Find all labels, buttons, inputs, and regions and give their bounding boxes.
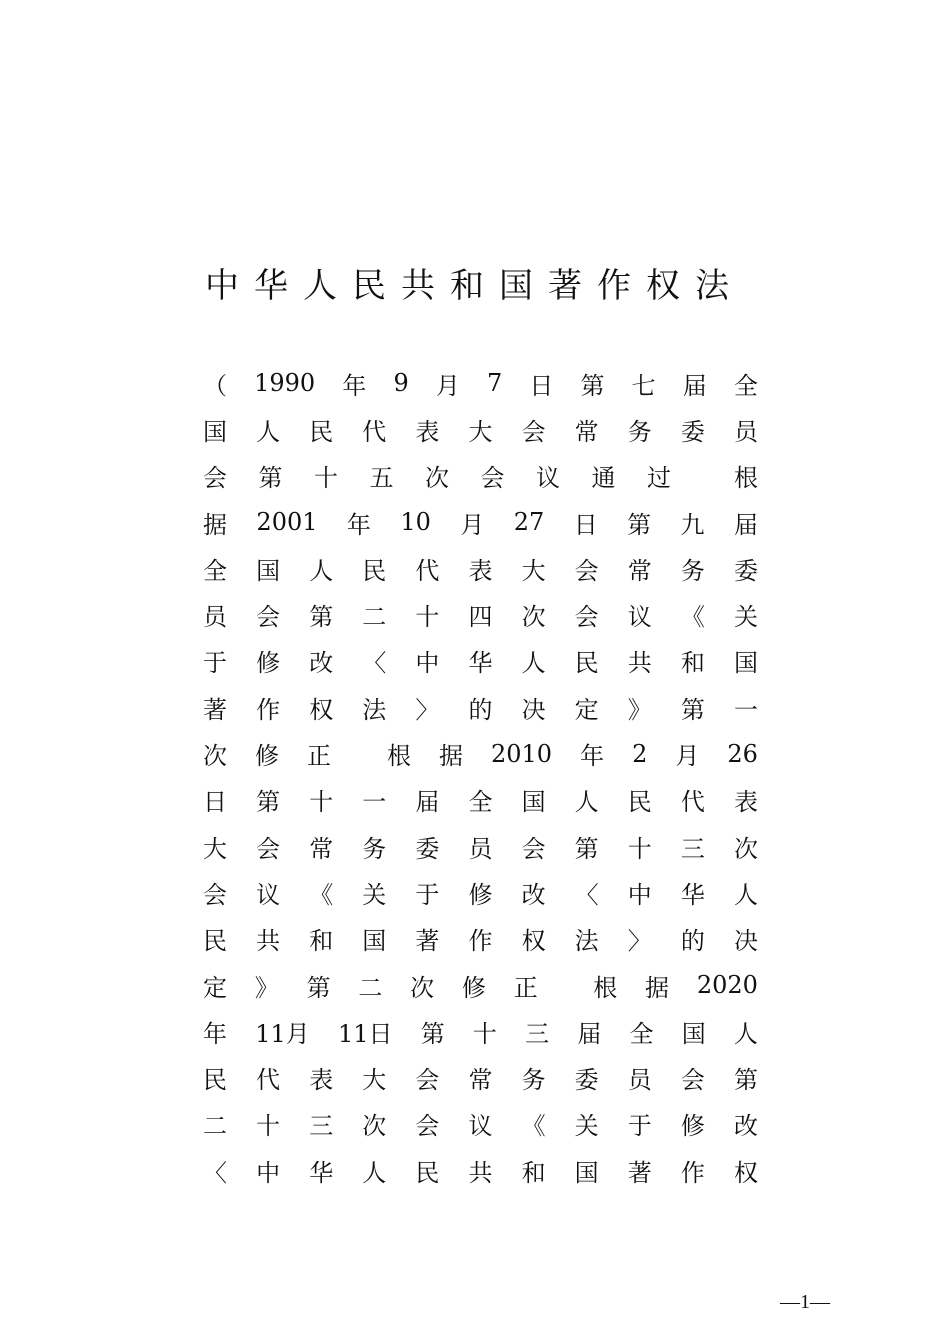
preamble-token: 五 [369,464,394,493]
preamble-token: 务 [680,556,705,585]
preamble-token: 议 [468,1112,493,1141]
preamble-token: 人 [362,1158,387,1187]
preamble-token: 会 [680,1066,705,1095]
preamble-line [203,499,758,545]
preamble-token: 1990 [254,369,316,398]
preamble-token: 〉 [415,695,440,724]
preamble-token: 务 [627,417,652,446]
preamble-text [203,360,758,1193]
preamble-token: 法 [362,695,387,724]
preamble-token: 27 [513,508,545,537]
preamble-token: 《 [521,1112,546,1141]
preamble-token: 全 [203,556,227,585]
preamble-token: 月 [460,510,485,539]
preamble-token: 年 [203,1019,227,1048]
preamble-token: 三 [309,1112,334,1141]
preamble-token: 代 [362,417,387,446]
preamble-token: 和 [521,1158,546,1187]
preamble-token: 第 [580,371,605,400]
preamble-token: 修 [680,1112,705,1141]
preamble-token: 修 [255,742,279,771]
preamble-token: 员 [468,834,493,863]
preamble-token: 大 [521,556,546,585]
preamble-token: 7 [486,369,503,398]
preamble-token: 著 [627,1158,652,1187]
preamble-token: 次 [733,834,758,863]
preamble-token: 民 [362,556,387,585]
preamble-token: 正 [307,742,331,771]
preamble-line [203,916,758,962]
preamble-token: 国 [256,556,281,585]
preamble-token: 人 [574,788,599,817]
preamble-token: 会 [521,834,546,863]
preamble-token: 十 [627,834,652,863]
preamble-token: 中 [627,880,652,909]
preamble-token: 会 [256,603,281,632]
preamble-token: 表 [733,788,758,817]
preamble-token: 全 [733,371,758,400]
preamble-token: 日 [573,510,598,539]
preamble-token: 届 [682,371,707,400]
preamble-token: 三 [680,834,705,863]
preamble-token: 全 [629,1019,654,1048]
preamble-token: 届 [415,788,440,817]
preamble-token: 于 [627,1112,652,1141]
preamble-token: 月 [675,742,700,771]
preamble-token: 常 [627,556,652,585]
preamble-token: 定 [574,695,599,724]
preamble-token: 民 [627,788,652,817]
preamble-line [203,777,758,823]
preamble-token: 十 [472,1019,497,1048]
preamble-token: 第 [680,695,705,724]
preamble-token: 代 [256,1066,281,1095]
preamble-token: 于 [415,880,440,909]
preamble-token: 会 [574,603,599,632]
preamble-token: 第 [574,834,599,863]
preamble-token: 〉 [627,927,652,956]
preamble-token: 会 [415,1066,440,1095]
preamble-token: 根 [734,464,758,493]
preamble-token: 国 [362,927,387,956]
preamble-token: 根 [593,973,618,1002]
preamble-token: 据 [203,510,227,539]
preamble-token: 十 [309,788,334,817]
preamble-token: 国 [733,649,758,678]
preamble-token: 据 [645,973,670,1002]
preamble-token: 修 [468,880,493,909]
preamble-token: 民 [574,649,599,678]
preamble-token: 法 [574,927,599,956]
preamble-token: 人 [309,556,334,585]
preamble-token: 修 [461,973,486,1002]
preamble-token: 第 [309,603,334,632]
preamble-token: 共 [468,1158,493,1187]
preamble-token: 和 [309,927,334,956]
preamble-token: 委 [574,1066,599,1095]
preamble-line [203,638,758,684]
preamble-token: 和 [680,649,705,678]
preamble-token: 关 [574,1112,599,1141]
preamble-token: 第 [733,1066,758,1095]
preamble-token: 二 [203,1112,227,1141]
preamble-token: 国 [574,1158,599,1187]
preamble-token: 员 [203,603,227,632]
preamble-line [203,1054,758,1100]
preamble-token: 国 [521,788,546,817]
preamble-token: 十 [314,464,338,493]
preamble-token: 第 [627,510,652,539]
preamble-token: 务 [362,834,387,863]
preamble-token: 》 [627,695,652,724]
preamble-token: 员 [733,417,758,446]
page-number: —1— [780,1291,830,1313]
preamble-token: 中 [256,1158,281,1187]
preamble-line [203,1008,758,1054]
preamble-token: 修 [256,649,281,678]
preamble-token: 三 [525,1019,550,1048]
preamble-token: 过 [647,464,671,493]
preamble-token: 第 [256,788,281,817]
preamble-line [203,406,758,452]
preamble-line [203,453,758,499]
preamble-token: 改 [733,1112,758,1141]
preamble-token: 十 [256,1112,281,1141]
preamble-token: 〈 [362,649,387,678]
preamble-token: 关 [733,603,758,632]
preamble-token: 届 [577,1019,602,1048]
preamble-token: 七 [631,371,656,400]
preamble-line [203,684,758,730]
preamble-token: 人 [733,1019,758,1048]
preamble-token: 会 [574,556,599,585]
preamble-token: 9 [393,369,409,398]
preamble-token: 〈 [574,880,599,909]
preamble-token: 作 [256,695,281,724]
preamble-token: 代 [415,556,440,585]
preamble-token: 会 [203,464,227,493]
preamble-token: 次 [362,1112,387,1141]
preamble-token: 通 [591,464,616,493]
preamble-line [203,869,758,915]
preamble-token: 关 [362,880,387,909]
preamble-token: 中 [415,649,440,678]
preamble-token: 委 [680,417,705,446]
preamble-token: 次 [425,464,449,493]
preamble-token: 2 [632,739,648,768]
preamble-token: 第 [306,973,331,1002]
preamble-token: 委 [415,834,440,863]
preamble-line [203,545,758,591]
preamble-token: 26 [727,739,758,768]
preamble-token: 2010 [491,739,553,768]
preamble-token: 华 [468,649,493,678]
preamble-token: 表 [468,556,493,585]
preamble-token: 表 [415,417,440,446]
preamble-token: 二 [362,603,387,632]
preamble-token: 委 [733,556,758,585]
preamble-token: 民 [415,1158,440,1187]
preamble-token: 第 [258,464,283,493]
preamble-token: 10 [400,508,431,537]
preamble-token: 华 [680,880,705,909]
preamble-token: 权 [733,1158,758,1187]
preamble-token: 九 [680,510,705,539]
preamble-token: 》 [254,973,279,1002]
preamble-token: 四 [468,603,493,632]
preamble-line [203,730,758,776]
preamble-line [203,1101,758,1147]
preamble-token: 共 [627,649,652,678]
preamble-token: 民 [203,927,227,956]
preamble-token: 正 [513,973,538,1002]
preamble-token: 〈 [203,1158,227,1187]
preamble-token: 决 [521,695,546,724]
preamble-token: 作 [680,1158,705,1187]
preamble-token: 届 [733,510,758,539]
preamble-token: 次 [203,742,227,771]
preamble-token: 月 [435,371,460,400]
preamble-line [203,1147,758,1193]
preamble-token: 常 [574,417,599,446]
preamble-token: 2020 [696,971,758,999]
preamble-token: 第 [420,1019,445,1048]
preamble-line [203,360,758,406]
preamble-token: 权 [521,927,546,956]
preamble-token: 会 [203,880,227,909]
preamble-token: 年 [346,510,371,539]
preamble-token: 议 [536,464,560,493]
preamble-token: 年 [580,742,605,771]
preamble-token: 于 [203,649,227,678]
preamble-token: 次 [410,973,435,1002]
preamble-token: 大 [203,834,227,863]
preamble-token: 根 [387,742,411,771]
preamble-token: 大 [468,417,493,446]
preamble-token: 人 [521,649,546,678]
preamble-token: 民 [203,1066,227,1095]
preamble-token: 作 [468,927,493,956]
preamble-token: 《 [309,880,334,909]
preamble-token: 日 [203,788,227,817]
preamble-line [203,962,758,1008]
preamble-token: 11日 [337,1019,393,1048]
preamble-token: 11月 [255,1019,310,1048]
preamble-token: 会 [521,417,546,446]
preamble-token: 权 [309,695,334,724]
preamble-token: 代 [680,788,705,817]
preamble-token: 常 [468,1066,493,1095]
preamble-token: 次 [521,603,546,632]
preamble-token: 全 [468,788,493,817]
preamble-line [203,823,758,869]
preamble-token: 日 [529,371,554,400]
preamble-token: 年 [342,371,367,400]
preamble-token: 人 [256,417,281,446]
preamble-token: 一 [733,695,758,724]
preamble-token: 华 [309,1158,334,1187]
preamble-token: 定 [203,973,227,1002]
document-title: 中华人民共和国著作权法 [205,266,744,306]
preamble-token: 人 [733,880,758,909]
preamble-token: 著 [415,927,440,956]
preamble-token: 会 [415,1112,440,1141]
preamble-token: 员 [627,1066,652,1095]
preamble-token: 著 [203,695,227,724]
preamble-token: 改 [309,649,334,678]
preamble-token: 国 [681,1019,706,1048]
preamble-token: 民 [309,417,334,446]
preamble-token: 议 [627,603,652,632]
preamble-token: （ [203,371,227,400]
preamble-token: 《 [680,603,705,632]
preamble-token: 2001 [256,508,318,537]
preamble-token: 一 [362,788,387,817]
preamble-token: 国 [203,417,227,446]
preamble-token: 会 [256,834,281,863]
preamble-token: 常 [309,834,334,863]
preamble-token: 共 [256,927,281,956]
preamble-token: 据 [439,742,463,771]
preamble-line [203,591,758,637]
preamble-token: 的 [680,927,705,956]
preamble-token: 二 [358,973,383,1002]
preamble-token: 会 [480,464,505,493]
preamble-token: 议 [256,880,281,909]
preamble-token: 表 [309,1066,334,1095]
preamble-token: 务 [521,1066,546,1095]
preamble-token: 决 [733,927,758,956]
preamble-token: 的 [468,695,493,724]
preamble-token: 十 [415,603,440,632]
preamble-token: 大 [362,1066,387,1095]
preamble-token: 改 [521,880,546,909]
